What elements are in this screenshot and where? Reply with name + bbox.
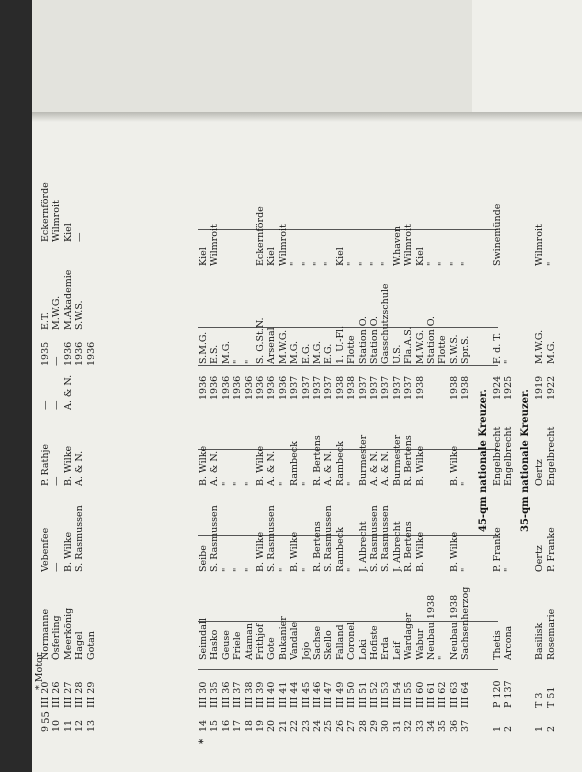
prev-table-row xyxy=(86,132,97,732)
book-page xyxy=(32,0,582,772)
prev-cell-name: Ösferling xyxy=(51,615,63,660)
cell-year: 1925 xyxy=(503,375,514,400)
cell-year: 1937 xyxy=(300,375,312,400)
cell-id: III 61 xyxy=(426,681,437,708)
cell-home: " xyxy=(437,261,449,266)
prev-cell-home: Eckernförde xyxy=(40,182,51,242)
cell-yard: F. d. T. xyxy=(491,332,503,364)
cell-cmd: " xyxy=(346,481,358,486)
cell-name: Coronel xyxy=(346,621,358,660)
cell-builder: P. Franke xyxy=(491,527,503,572)
cell-builder: " xyxy=(460,567,472,572)
cell-builder: B. Wilke xyxy=(289,531,301,572)
table-row xyxy=(289,132,300,732)
cell-name: Vandale xyxy=(289,621,301,660)
cell-no: 15 xyxy=(209,719,221,732)
cell-id: P 120 xyxy=(491,680,503,708)
table-row xyxy=(426,132,437,732)
cell-id: III 60 xyxy=(414,681,426,708)
cell-builder: R. Bertens xyxy=(312,521,323,572)
cell-year: 1937 xyxy=(369,375,380,400)
cell-no: 2 xyxy=(503,725,514,732)
cell-home: " xyxy=(357,261,369,266)
cell-id: III 55 xyxy=(403,681,415,708)
cell-no: 21 xyxy=(277,719,289,732)
cell-builder: S. Rasmussen xyxy=(380,505,392,572)
cell-home: " xyxy=(545,261,557,266)
cell-builder: " xyxy=(346,567,358,572)
prev-cell-name: Gotan xyxy=(85,631,97,660)
cell-home: " xyxy=(426,261,437,266)
cell-id: III 63 xyxy=(448,681,460,708)
prev-table-row xyxy=(40,132,51,732)
cell-cmd: R. Bertens xyxy=(403,435,415,486)
table-row xyxy=(460,132,471,732)
cell-home: Wilmroit xyxy=(277,224,289,266)
cell-year: 1936 xyxy=(255,375,266,400)
cell-year: 1937 xyxy=(289,375,301,400)
table-row xyxy=(437,132,448,732)
cell-yard: S.W.S. xyxy=(448,334,460,364)
prev-cell-comp: A. & N. xyxy=(62,374,74,410)
cell-cmd: Burmester xyxy=(357,434,369,486)
cell-id: III 52 xyxy=(369,681,380,708)
cell-home: Wilmroit xyxy=(209,224,221,266)
table-row xyxy=(335,132,346,732)
cell-name: Basilisk xyxy=(534,622,546,660)
cell-builder: S. Rasmussen xyxy=(323,505,335,572)
cell-home: " xyxy=(460,261,472,266)
table-row xyxy=(255,132,266,732)
cell-builder: Rambeck xyxy=(334,527,346,572)
cell-no: 24 xyxy=(312,719,323,732)
cell-cmd: B. Wilke xyxy=(414,445,426,486)
prev-cell-year: 1936 xyxy=(74,341,86,366)
cell-no: 28 xyxy=(357,719,369,732)
cell-no: 18 xyxy=(243,719,255,732)
cell-year: 1919 xyxy=(534,375,546,400)
cell-builder: " xyxy=(220,567,232,572)
cell-builder: " xyxy=(243,567,255,572)
cell-cmd: A. & N. xyxy=(209,450,221,486)
prev-cell-yard: S.W.S. xyxy=(74,300,86,330)
cell-id: III 50 xyxy=(346,681,358,708)
cell-yard: Gasschutzschule xyxy=(380,283,392,364)
prev-cell-id: III 27 xyxy=(62,681,74,708)
cell-year: 1936 xyxy=(209,375,221,400)
cell-builder: B. Wilke xyxy=(414,531,426,572)
table-row xyxy=(346,132,357,732)
prev-cell-name: Meerkönig xyxy=(62,607,74,660)
cell-name: Leif xyxy=(391,641,403,660)
cell-id: III 45 xyxy=(300,681,312,708)
prev-cell-name: Normanne xyxy=(40,608,51,660)
cell-yard: M.G. xyxy=(289,340,301,364)
table-row xyxy=(392,132,403,732)
cell-no: 23 xyxy=(300,719,312,732)
cell-id: III 46 xyxy=(312,681,323,708)
cell-yard: Station O. xyxy=(357,316,369,364)
cell-cmd: Rambeck xyxy=(334,441,346,486)
cell-no: 22 xyxy=(289,719,301,732)
cell-name: Geuse xyxy=(220,630,232,660)
cell-no: 29 xyxy=(369,719,380,732)
cell-name: Friele xyxy=(232,631,244,660)
table-row xyxy=(312,132,323,732)
cell-builder: S. Rasmussen xyxy=(266,505,278,572)
cell-year: 1936 xyxy=(277,375,289,400)
cell-cmd: " xyxy=(220,481,232,486)
prev-cell-home: Wilmroit xyxy=(51,200,63,242)
cell-no: 2 xyxy=(545,725,557,732)
cell-name: Wardager xyxy=(403,612,415,660)
cell-no: 33 xyxy=(414,719,426,732)
cell-builder: S. Rasmussen xyxy=(369,505,380,572)
cell-yard: M.G. xyxy=(545,340,557,364)
cell-id: III 37 xyxy=(232,681,244,708)
cell-yard: Fla.A.S. xyxy=(403,326,415,364)
table-row xyxy=(221,132,232,732)
cell-name: Rosemarie xyxy=(545,608,557,660)
prev-cell-comp: — xyxy=(40,400,51,410)
prev-cell-id: III 20 xyxy=(40,681,51,708)
cell-no: 31 xyxy=(391,719,403,732)
prev-cell-home: — xyxy=(74,232,86,242)
cell-cmd: A. & N. xyxy=(323,450,335,486)
cell-cmd: Burmester xyxy=(391,434,403,486)
cell-year: 1938 xyxy=(460,375,472,400)
prev-cell-cmd: B. Wilke xyxy=(62,445,74,486)
cell-no: 14 xyxy=(198,719,209,732)
cell-yard: E.G. xyxy=(323,343,335,364)
prev-cell-cmd: A. & N. xyxy=(74,450,86,486)
prev-cell-no: 11 xyxy=(62,719,74,732)
cell-builder: " xyxy=(503,567,514,572)
cell-year: 1937 xyxy=(403,375,415,400)
cell-id: III 54 xyxy=(391,681,403,708)
cell-name: Sachsenherzog xyxy=(460,586,472,660)
cell-home: Kiel xyxy=(198,247,209,266)
cell-id: III 49 xyxy=(334,681,346,708)
cell-yard: M.W.G. xyxy=(414,329,426,364)
table-row xyxy=(266,132,277,732)
cell-name: Seimdall xyxy=(198,618,209,660)
cell-name: Neubau 1938 xyxy=(448,594,460,660)
prev-cell-year: 1935 xyxy=(40,341,51,366)
cell-cmd: R. Bertens xyxy=(312,435,323,486)
cell-yard: M.G. xyxy=(312,340,323,364)
cell-home: Kiel xyxy=(266,247,278,266)
cell-builder: " xyxy=(300,567,312,572)
table-row xyxy=(380,132,391,732)
table-row xyxy=(369,132,380,732)
cell-id: III 64 xyxy=(460,681,472,708)
cell-yard: Spr.S. xyxy=(460,335,472,364)
cell-cmd: Rambeck xyxy=(289,441,301,486)
prev-cell-home: Kiel xyxy=(62,223,74,242)
cell-builder: B. Wilke xyxy=(448,531,460,572)
cell-name: Jojo xyxy=(300,641,312,660)
cell-id: III 44 xyxy=(289,681,301,708)
cell-year: 1936 xyxy=(220,375,232,400)
cell-year: 1922 xyxy=(545,375,557,400)
cell-cmd: Engelbrecht xyxy=(491,426,503,486)
cell-name: Bukanier xyxy=(277,616,289,660)
prev-cell-id: III 26 xyxy=(51,681,63,708)
cell-name: Gote xyxy=(266,637,278,660)
table-row xyxy=(278,132,289,732)
cell-year: 1938 xyxy=(448,375,460,400)
prev-cell-builder: S. Rasmussen xyxy=(74,505,86,572)
prev-table-row xyxy=(74,132,85,732)
cell-id: III 38 xyxy=(243,681,255,708)
table-row xyxy=(358,132,369,732)
cell-home: Wilmroit xyxy=(403,224,415,266)
cell-name: Frithjof xyxy=(255,623,266,660)
cell-home: " xyxy=(323,261,335,266)
cell-cmd: Engelbrecht xyxy=(545,426,557,486)
section-title-45qm: 45-qm nationale Kreuzer. xyxy=(477,389,489,532)
cell-year: 1937 xyxy=(391,375,403,400)
cell-no: 37 xyxy=(460,719,472,732)
cell-year: 1936 xyxy=(243,375,255,400)
prev-cell-year: 1936 xyxy=(85,341,97,366)
cell-id: III 36 xyxy=(220,681,232,708)
prev-cell-yard: M.W.G. xyxy=(51,295,63,330)
table-row xyxy=(415,132,426,732)
prev-cell-id: III 28 xyxy=(74,681,86,708)
prev-cell-no: 12 xyxy=(74,719,86,732)
cell-home: Kiel xyxy=(334,247,346,266)
cell-no: 16 xyxy=(220,719,232,732)
cell-id: III 30 xyxy=(198,681,209,708)
prev-cell-yard: E.T. xyxy=(40,312,51,330)
cell-cmd: " xyxy=(277,481,289,486)
cell-name: Arcona xyxy=(503,625,514,660)
cell-yard: " xyxy=(232,359,244,364)
cell-cmd: Oertz xyxy=(534,459,546,486)
cell-builder: Seibe xyxy=(198,545,209,572)
cell-home: " xyxy=(312,261,323,266)
cell-home: Kiel xyxy=(414,247,426,266)
row-marker: * xyxy=(198,738,209,744)
cell-name: Ataman xyxy=(243,623,255,660)
cell-id: III 40 xyxy=(266,681,278,708)
cell-cmd: B. Wilke xyxy=(255,445,266,486)
cell-cmd: " xyxy=(243,481,255,486)
cell-name: " xyxy=(437,655,449,660)
cell-cmd: " xyxy=(460,481,472,486)
table-row xyxy=(534,132,545,732)
prev-cell-cmd: P. Rathje xyxy=(40,443,51,486)
cell-home: Wilmroit xyxy=(534,224,546,266)
cell-name: Loki xyxy=(357,639,369,660)
cell-cmd: A. & N. xyxy=(380,450,392,486)
cell-name: Falland xyxy=(334,624,346,660)
cell-cmd: Engelbrecht xyxy=(503,426,514,486)
cell-yard: Station O. xyxy=(369,316,380,364)
cell-name: Hofiste xyxy=(369,625,380,660)
cell-yard: S.M.G. xyxy=(198,331,209,364)
prev-cell-year: 1936 xyxy=(62,341,74,366)
table-row xyxy=(323,132,334,732)
cell-name: Erda xyxy=(380,636,392,660)
prev-cell-name: Hagel xyxy=(74,631,86,660)
section-title-35qm: 35-qm nationale Kreuzer. xyxy=(520,389,532,532)
cell-builder: R. Bertens xyxy=(403,521,415,572)
cell-no: 25 xyxy=(323,719,335,732)
cell-home: Eckernförde xyxy=(255,206,266,266)
prev-cell-yard: M.Akademie xyxy=(62,269,74,330)
cell-year: 1936 xyxy=(266,375,278,400)
table-row xyxy=(403,132,414,732)
cell-builder: S. Rasmussen xyxy=(209,505,221,572)
prev-cell-cmd: — xyxy=(51,476,63,486)
cell-year: 1937 xyxy=(380,375,392,400)
cell-yard: U.S. xyxy=(391,344,403,364)
table-row xyxy=(449,132,460,732)
cell-id: T 3 xyxy=(534,692,546,708)
cell-no: 20 xyxy=(266,719,278,732)
table-row xyxy=(546,132,557,732)
cell-home: " xyxy=(300,261,312,266)
cell-cmd: " xyxy=(300,481,312,486)
cell-cmd: A. & N. xyxy=(369,450,380,486)
cell-no: 32 xyxy=(403,719,415,732)
table-row xyxy=(232,132,243,732)
rotated-table xyxy=(102,72,557,772)
cell-no: 17 xyxy=(232,719,244,732)
table-row xyxy=(492,132,503,732)
cell-no: 30 xyxy=(380,719,392,732)
cell-home: " xyxy=(448,261,460,266)
cell-yard: E.S. xyxy=(209,344,221,364)
cell-id: III 47 xyxy=(323,681,335,708)
cell-yard: E.G. xyxy=(300,343,312,364)
cell-no: 36 xyxy=(448,719,460,732)
cell-yard: Station O. xyxy=(426,316,437,364)
cell-no: 27 xyxy=(346,719,358,732)
cell-no: 19 xyxy=(255,719,266,732)
cell-name: Skello xyxy=(323,630,335,660)
cell-no: 26 xyxy=(334,719,346,732)
cell-cmd: A. & N. xyxy=(266,450,278,486)
prev-cell-year: — xyxy=(51,356,63,366)
cell-yard: " xyxy=(503,359,514,364)
cell-year: 1937 xyxy=(323,375,335,400)
cell-yard: 1. U.-Fl. xyxy=(334,325,346,364)
cell-id: III 41 xyxy=(277,681,289,708)
cell-home: " xyxy=(346,261,358,266)
cell-year: 1936 xyxy=(232,375,244,400)
page-number: 55 xyxy=(40,711,52,724)
prev-table-row xyxy=(51,132,62,732)
cell-yard: M.W.G. xyxy=(277,329,289,364)
cell-year: 1936 xyxy=(198,375,209,400)
cell-id: T 51 xyxy=(545,686,557,708)
cell-id: P 137 xyxy=(503,680,514,708)
cell-id: III 53 xyxy=(380,681,392,708)
cell-home: W.haven xyxy=(391,225,403,266)
table-row xyxy=(244,132,255,732)
cell-yard: Arsenal xyxy=(266,327,278,364)
cell-no: 35 xyxy=(437,719,449,732)
cell-no: 34 xyxy=(426,719,437,732)
cell-builder: " xyxy=(277,567,289,572)
prev-cell-builder: Vebenfee xyxy=(40,527,51,572)
cell-name: Neubau 1938 xyxy=(426,594,437,660)
cell-name: Thetis xyxy=(491,630,503,660)
cell-year: 1938 xyxy=(334,375,346,400)
cell-year: 1938 xyxy=(346,375,358,400)
cell-home: Swinemünde xyxy=(491,203,503,266)
cell-id: III 51 xyxy=(357,681,369,708)
cell-cmd: " xyxy=(232,481,244,486)
cell-home: " xyxy=(369,261,380,266)
table-row xyxy=(198,132,209,732)
cell-builder: J. Albrecht xyxy=(357,521,369,572)
footnote: * Motor xyxy=(34,652,45,690)
cell-yard: Flotte xyxy=(346,335,358,364)
cell-name: Sachse xyxy=(312,625,323,660)
cell-name: Wabur xyxy=(414,628,426,660)
cell-cmd: B. Wilke xyxy=(448,445,460,486)
cell-yard: Flotte xyxy=(437,335,449,364)
table-row xyxy=(301,132,312,732)
cell-yard: " xyxy=(243,359,255,364)
cell-home: " xyxy=(380,261,392,266)
cell-builder: Oertz xyxy=(534,545,546,572)
cell-builder: B. Wilke xyxy=(255,531,266,572)
cell-id: III 62 xyxy=(437,681,449,708)
cell-builder: P. Franke xyxy=(545,527,557,572)
cell-yard: M.G. xyxy=(220,340,232,364)
prev-cell-id: III 29 xyxy=(85,681,97,708)
cell-id: III 39 xyxy=(255,681,266,708)
cell-year: 1937 xyxy=(357,375,369,400)
table-row xyxy=(209,132,220,732)
cell-year: 1938 xyxy=(414,375,426,400)
cell-year: 1937 xyxy=(312,375,323,400)
table-row xyxy=(503,132,514,732)
cell-cmd: B. Wilke xyxy=(198,445,209,486)
cell-home: " xyxy=(289,261,301,266)
cell-yard: M.W.G. xyxy=(534,329,546,364)
prev-cell-no: 9 xyxy=(40,725,51,732)
prev-cell-builder: B. Wilke xyxy=(62,531,74,572)
cell-yard: S. G.St.N. xyxy=(255,317,266,364)
cell-year: 1924 xyxy=(491,375,503,400)
prev-cell-no: 13 xyxy=(85,719,97,732)
prev-cell-comp: — xyxy=(51,400,63,410)
prev-cell-no: 10 xyxy=(51,719,63,732)
prev-cell-builder: — xyxy=(51,562,63,572)
cell-id: III 35 xyxy=(209,681,221,708)
cell-no: 1 xyxy=(534,725,546,732)
cell-builder: J. Albrecht xyxy=(391,521,403,572)
prev-table-row xyxy=(63,132,74,732)
cell-builder: " xyxy=(232,567,244,572)
cell-no: 1 xyxy=(491,725,503,732)
cell-name: Hasko xyxy=(209,629,221,660)
